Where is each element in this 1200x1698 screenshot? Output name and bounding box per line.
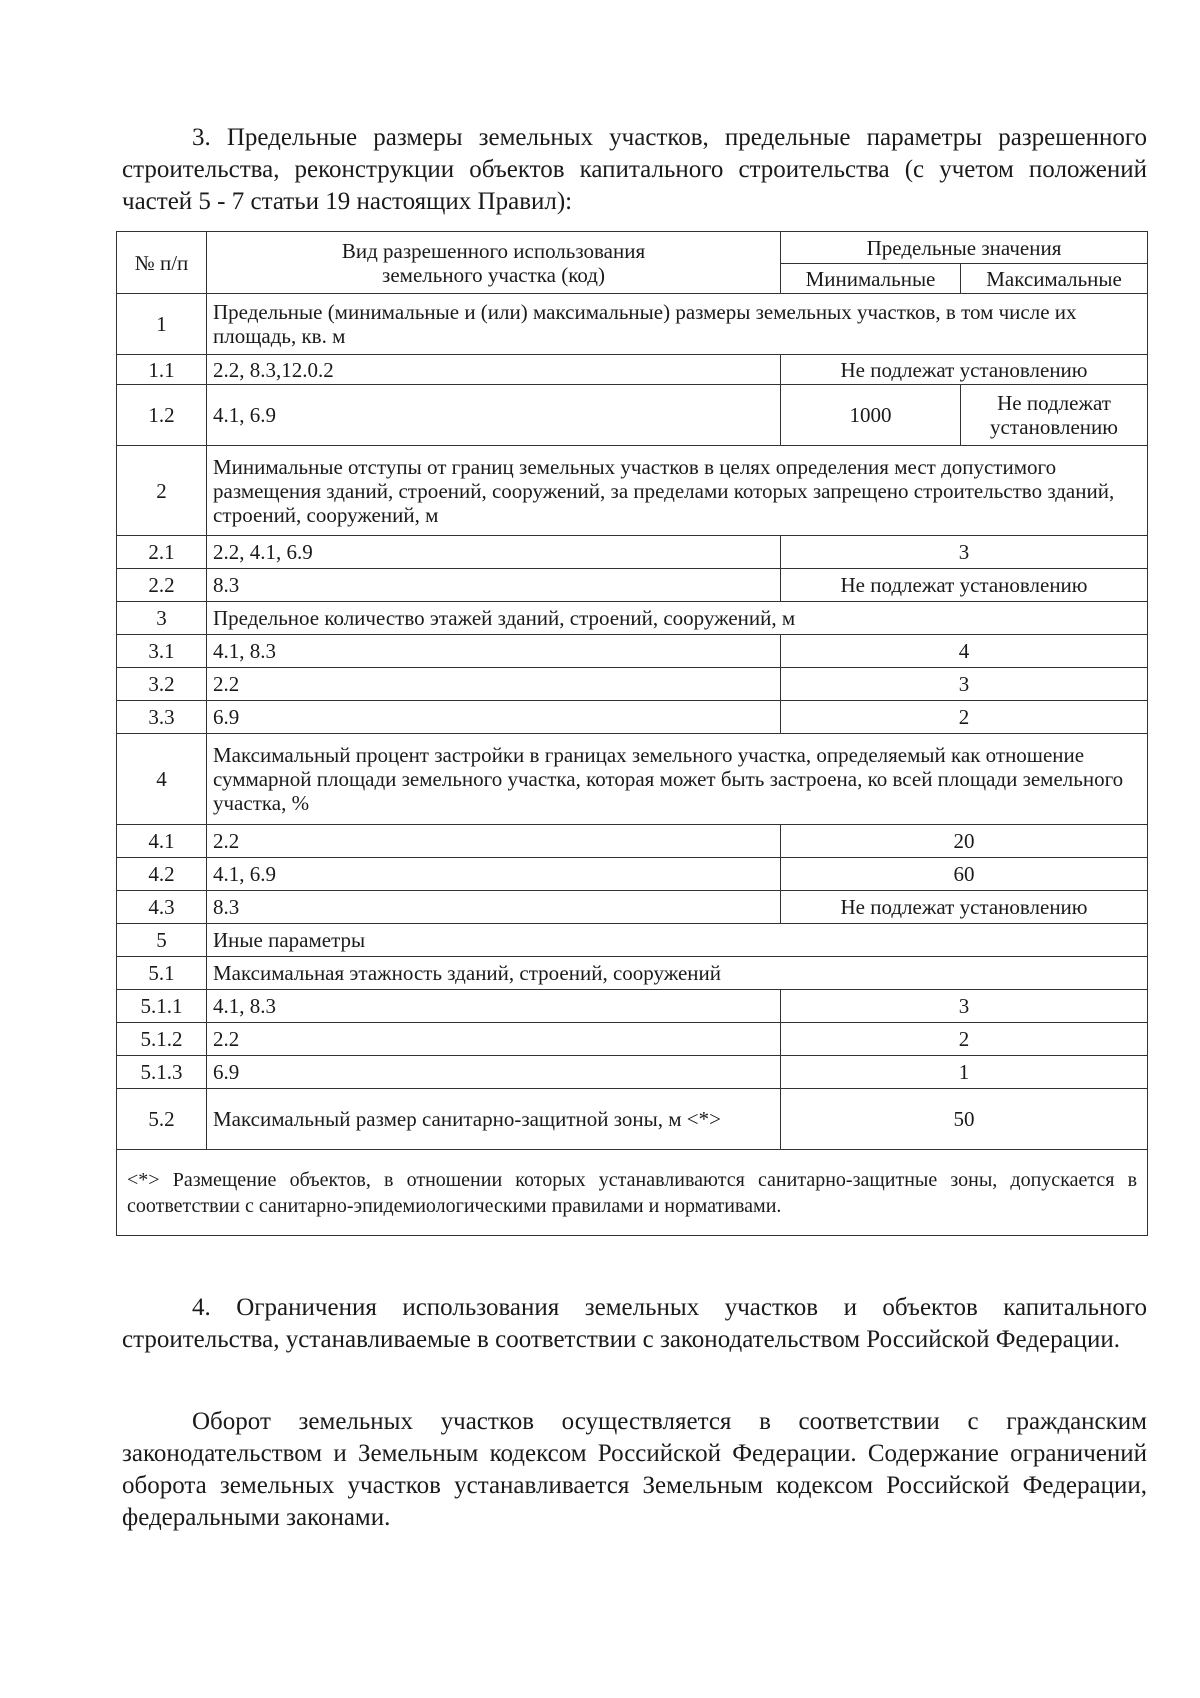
row-num: 5.1.3 (117, 1056, 207, 1089)
row-value: 1 (781, 1056, 1148, 1089)
row-code: 4.1, 8.3 (207, 635, 781, 668)
header-limits: Предельные значения (781, 232, 1148, 264)
row-num: 2.1 (117, 536, 207, 569)
section4-paragraph (122, 1292, 1147, 1356)
table-row (117, 602, 1148, 635)
row-code: 6.9 (207, 1056, 781, 1089)
row-num: 2.2 (117, 569, 207, 602)
table-row (117, 701, 1148, 734)
table-row (117, 668, 1148, 701)
turnover-text: Оборот земельных участков осуществляется в соответствии с гражданским законодательством и Земельным кодексом Российской Федерации. Содержание ограничений оборота земельных участков устанавливается Земельным кодексом Российской Федерации, федеральными законами. (122, 1408, 1147, 1531)
row-code: 2.2, 8.3,12.0.2 (207, 355, 781, 385)
row-code: Максимальный размер санитарно-защитной зоны, м <*> (207, 1089, 781, 1150)
row-value: Не подлежат установлению (781, 355, 1148, 385)
row-code: 2.2 (207, 1023, 781, 1056)
header-kind: Вид разрешенного использования земельного участка (код) (207, 232, 781, 294)
row-text: Максимальный процент застройки в границах земельного участка, определяемый как отношение суммарной площади земельного участка, которая может быть застроена, ко всей площади земельного участка, % (207, 734, 1148, 825)
row-num: 1.1 (117, 355, 207, 385)
row-value: 3 (781, 668, 1148, 701)
row-text: Максимальная этажность зданий, строений, сооружений (207, 957, 1148, 990)
table-row (117, 858, 1148, 891)
table-note-row (117, 1150, 1148, 1236)
table-row (117, 924, 1148, 957)
row-value: 3 (781, 990, 1148, 1023)
row-value: 50 (781, 1089, 1148, 1150)
row-min: 1000 (781, 385, 961, 446)
table-row (117, 446, 1148, 536)
row-num: 3.2 (117, 668, 207, 701)
row-code: 8.3 (207, 569, 781, 602)
row-text: Предельное количество этажей зданий, строений, сооружений, м (207, 602, 1148, 635)
row-text: Минимальные отступы от границ земельных участков в целях определения мест допустимого размещения зданий, строений, сооружений, за пределами которых запрещено строительство зданий, строений, сооружений, м (207, 446, 1148, 536)
table-row (117, 355, 1148, 385)
table-row (117, 957, 1148, 990)
table-row (117, 569, 1148, 602)
row-num: 5.1 (117, 957, 207, 990)
row-code: 4.1, 8.3 (207, 990, 781, 1023)
row-num: 5.2 (117, 1089, 207, 1150)
row-text: Иные параметры (207, 924, 1148, 957)
table-row (117, 385, 1148, 446)
row-value: 20 (781, 825, 1148, 858)
row-text: Предельные (минимальные и (или) максимальные) размеры земельных участков, в том числе их площадь, кв. м (207, 294, 1148, 355)
row-code: 4.1, 6.9 (207, 858, 781, 891)
table-row (117, 825, 1148, 858)
limits-table (116, 231, 1148, 1236)
row-num: 4.2 (117, 858, 207, 891)
row-num: 3.3 (117, 701, 207, 734)
section4-text: 4. Ограничения использования земельных участков и объектов капитального строительства, устанавливаемые в соответствии с законодательством Российской Федерации. (122, 1294, 1147, 1353)
row-code: 8.3 (207, 891, 781, 924)
row-value: 3 (781, 536, 1148, 569)
table-row (117, 734, 1148, 825)
row-code: 2.2, 4.1, 6.9 (207, 536, 781, 569)
header-max: Максимальные (961, 264, 1148, 294)
row-code: 2.2 (207, 668, 781, 701)
table-note: <*> Размещение объектов, в отношении которых устанавливаются санитарно-защитные зоны, допускается в соответствии с санитарно-эпидемиологическими правилами и нормативами. (117, 1150, 1148, 1236)
row-value: 2 (781, 1023, 1148, 1056)
table-row (117, 1023, 1148, 1056)
header-min: Минимальные (781, 264, 961, 294)
row-num: 1.2 (117, 385, 207, 446)
row-num: 4.1 (117, 825, 207, 858)
row-code: 4.1, 6.9 (207, 385, 781, 446)
table-row (117, 1056, 1148, 1089)
row-value: 4 (781, 635, 1148, 668)
row-num: 5.1.2 (117, 1023, 207, 1056)
row-value: 2 (781, 701, 1148, 734)
table-row (117, 536, 1148, 569)
intro-paragraph (122, 122, 1147, 218)
row-code: 6.9 (207, 701, 781, 734)
table-row (117, 294, 1148, 355)
table-row (117, 990, 1148, 1023)
row-num: 3 (117, 602, 207, 635)
row-num: 4 (117, 734, 207, 825)
row-num: 1 (117, 294, 207, 355)
table-row (117, 635, 1148, 668)
header-num: № п/п (117, 232, 207, 294)
row-num: 2 (117, 446, 207, 536)
intro-text: 3. Предельные размеры земельных участков, предельные параметры разрешенного строительства, реконструкции объектов капитального строительства (с учетом положений частей 5 - 7 статьи 19 настоящих Правил): (122, 124, 1147, 215)
row-num: 5 (117, 924, 207, 957)
row-value: Не подлежат установлению (781, 569, 1148, 602)
table-row (117, 1089, 1148, 1150)
row-num: 4.3 (117, 891, 207, 924)
row-value: Не подлежат установлению (781, 891, 1148, 924)
row-num: 3.1 (117, 635, 207, 668)
table-header-row (117, 232, 1148, 264)
turnover-paragraph (122, 1406, 1147, 1534)
row-value: 60 (781, 858, 1148, 891)
table-row (117, 891, 1148, 924)
row-code: 2.2 (207, 825, 781, 858)
row-max: Не подлежат установлению (961, 385, 1148, 446)
row-num: 5.1.1 (117, 990, 207, 1023)
